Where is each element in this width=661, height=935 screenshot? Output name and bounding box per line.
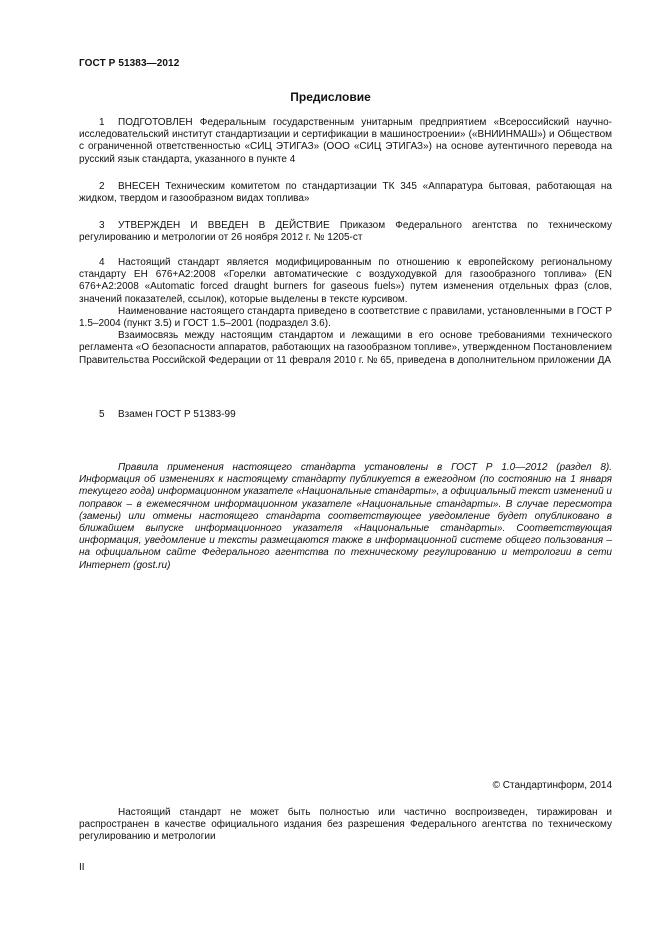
section-title: Предисловие — [290, 90, 371, 104]
item-number: 5 — [99, 409, 105, 420]
item-text: ВНЕСЕН Техническим комитетом по стандартизации ТК 345 «Аппаратура бытовая, работающая на жидком, твердом и газообразном видах топлива» — [79, 181, 612, 205]
copyright-line: © Стандартинформ, 2014 — [492, 780, 612, 791]
item-text: Настоящий стандарт является модифицированным по отношению к европейскому региональному стандарту ЕН 676+А2:2008 «Горелки автоматические с воздуходувкой для газообразного топлива» (EN 676+A2:2008 «Automatic forced draught burners for gaseous fuels») путем изменения отдельных фраз (слов, значений показателей, ссылок), которые выделены в тексте курсивом. — [79, 257, 612, 305]
item-text: УТВЕРЖДЕН И ВВЕДЕН В ДЕЙСТВИЕ Приказом Федерального агентства по техническому регулированию и метрологии от 26 ноября 2012 г. № 1205-ст — [79, 220, 612, 244]
document-header: ГОСТ Р 51383—2012 — [79, 58, 180, 69]
item-number: 1 — [99, 117, 105, 128]
item-text: Взамен ГОСТ Р 51383-99 — [118, 409, 236, 420]
foreword-item-2 — [79, 181, 612, 205]
item-subparagraph-2: Взаимосвязь между настоящим стандартом и лежащими в его основе требованиями технического регламента «О безопасности аппаратов, работающих на газообразном топливе», утвержденном Постановлением Правительства Российской Федерации от 11 февраля 2010 г. № 65, приведена в дополнительном приложении ДА — [79, 330, 612, 366]
foreword-item-1 — [79, 117, 612, 166]
item-text: ПОДГОТОВЛЕН Федеральным государственным унитарным предприятием «Всероссийский научно-исследовательский институт стандартизации и сертификации в машиностроении» («ВНИИНМАШ») и Обществом с ограниченной ответственностью «СИЦ ЭТИГАЗ» (ООО «СИЦ ЭТИГАЗ») на основе аутентичного перевода на русский язык стандарта, указанного в пункте 4 — [79, 117, 612, 165]
foreword-item-3 — [79, 220, 612, 244]
page-number: II — [79, 862, 85, 873]
foreword-item-4 — [79, 257, 612, 367]
reproduction-notice: Настоящий стандарт не может быть полностью или частично воспроизведен, тиражирован и распространен в качестве официального издания без разрешения Федерального агентства по техническому регулированию и метрологии — [79, 807, 612, 843]
application-rules-note: Правила применения настоящего стандарта установлены в ГОСТ Р 1.0—2012 (раздел 8). Информация об изменениях к настоящему стандарту публикуется в ежегодном (по состоянию на 1 января текущего года) информационном указателе «Национальные стандарты», а официальный текст изменений и поправок – в ежемесячном информационном указателе «Национальные стандарты». В случае пересмотра (замены) или отмены настоящего стандарта соответствующее уведомление будет опубликовано в ближайшем выпуске информационного указателя «Национальные стандарты». Соответствующая информация, уведомление и тексты размещаются также в информационной системе общего пользования – на официальном сайте Федерального агентства по техническому регулированию и метрологии в сети Интернет (gost.ru) — [79, 462, 612, 571]
item-number: 2 — [99, 181, 105, 192]
foreword-item-5 — [79, 409, 612, 421]
item-number: 4 — [99, 257, 105, 268]
item-number: 3 — [99, 220, 105, 231]
item-subparagraph-1: Наименование настоящего стандарта приведено в соответствие с правилами, установленными в ГОСТ Р 1.5–2004 (пункт 3.5) и ГОСТ 1.5–2001 (подраздел 3.6). — [79, 305, 612, 330]
item-main — [79, 257, 612, 306]
